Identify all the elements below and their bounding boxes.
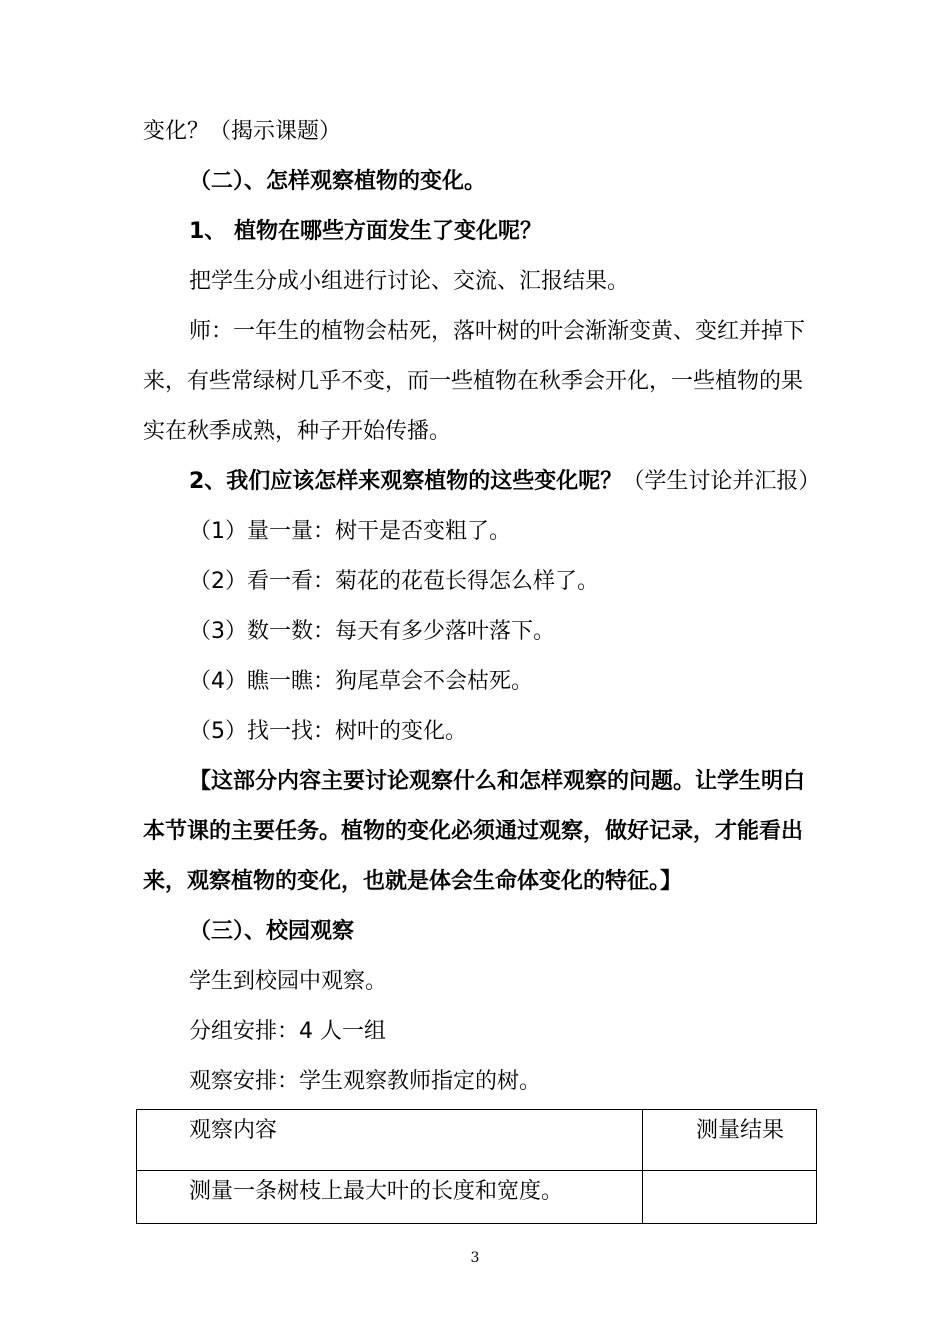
list-item: （1）量一量：树干是否变粗了。 [189,519,511,544]
subheading: 1、 植物在哪些方面发生了变化呢？ [189,219,542,244]
note-line: 来，观察植物的变化，也就是体会生命体变化的特征。】 [143,869,683,894]
table-row [137,1171,817,1224]
paragraph-line: 变化？（揭示课题） [143,119,342,144]
paragraph-line: 实在秋季成熟，种子开始传播。 [143,419,452,444]
list-item: （4）瞧一瞧：狗尾草会不会枯死。 [189,669,533,694]
section-heading: （三）、校园观察 [189,919,355,944]
list-item: （2）看一看：菊花的花苞长得怎么样了。 [189,569,599,594]
paragraph-line: 分组安排：4 人一组 [189,1019,386,1044]
note-line: 本节课的主要任务。植物的变化必须通过观察，做好记录，才能看出 [143,819,804,844]
section-heading: （二）、怎样观察植物的变化。 [189,169,487,194]
paragraph-line: 学生到校园中观察。 [189,969,388,994]
table-header-cell: 测量结果 [643,1110,817,1171]
list-item: （3）数一数：每天有多少落叶落下。 [189,619,555,644]
table-cell [643,1171,817,1224]
paragraph-line: 把学生分成小组进行讨论、交流、汇报结果。 [189,269,630,294]
page-number: 3 [470,1250,480,1266]
table-header-cell: 观察内容 [137,1110,643,1171]
subheading-note: （学生讨论并汇报） [622,469,821,494]
subheading: 2、我们应该怎样来观察植物的这些变化呢？ [189,469,623,494]
paragraph-line: 观察安排：学生观察教师指定的树。 [189,1069,542,1094]
table-cell: 测量一条树枝上最大叶的长度和宽度。 [137,1171,643,1224]
paragraph-line: 来，有些常绿树几乎不变，而一些植物在秋季会开化，一些植物的果 [143,369,804,394]
list-item: （5）找一找：树叶的变化。 [189,719,467,744]
observation-table [136,1109,817,1224]
table-header-row [137,1110,817,1171]
paragraph-line: 师：一年生的植物会枯死，落叶树的叶会渐渐变黄、变红并掉下 [189,319,806,344]
subheading-line [189,467,820,497]
note-line: 【这部分内容主要讨论观察什么和怎样观察的问题。让学生明白 [189,769,806,794]
